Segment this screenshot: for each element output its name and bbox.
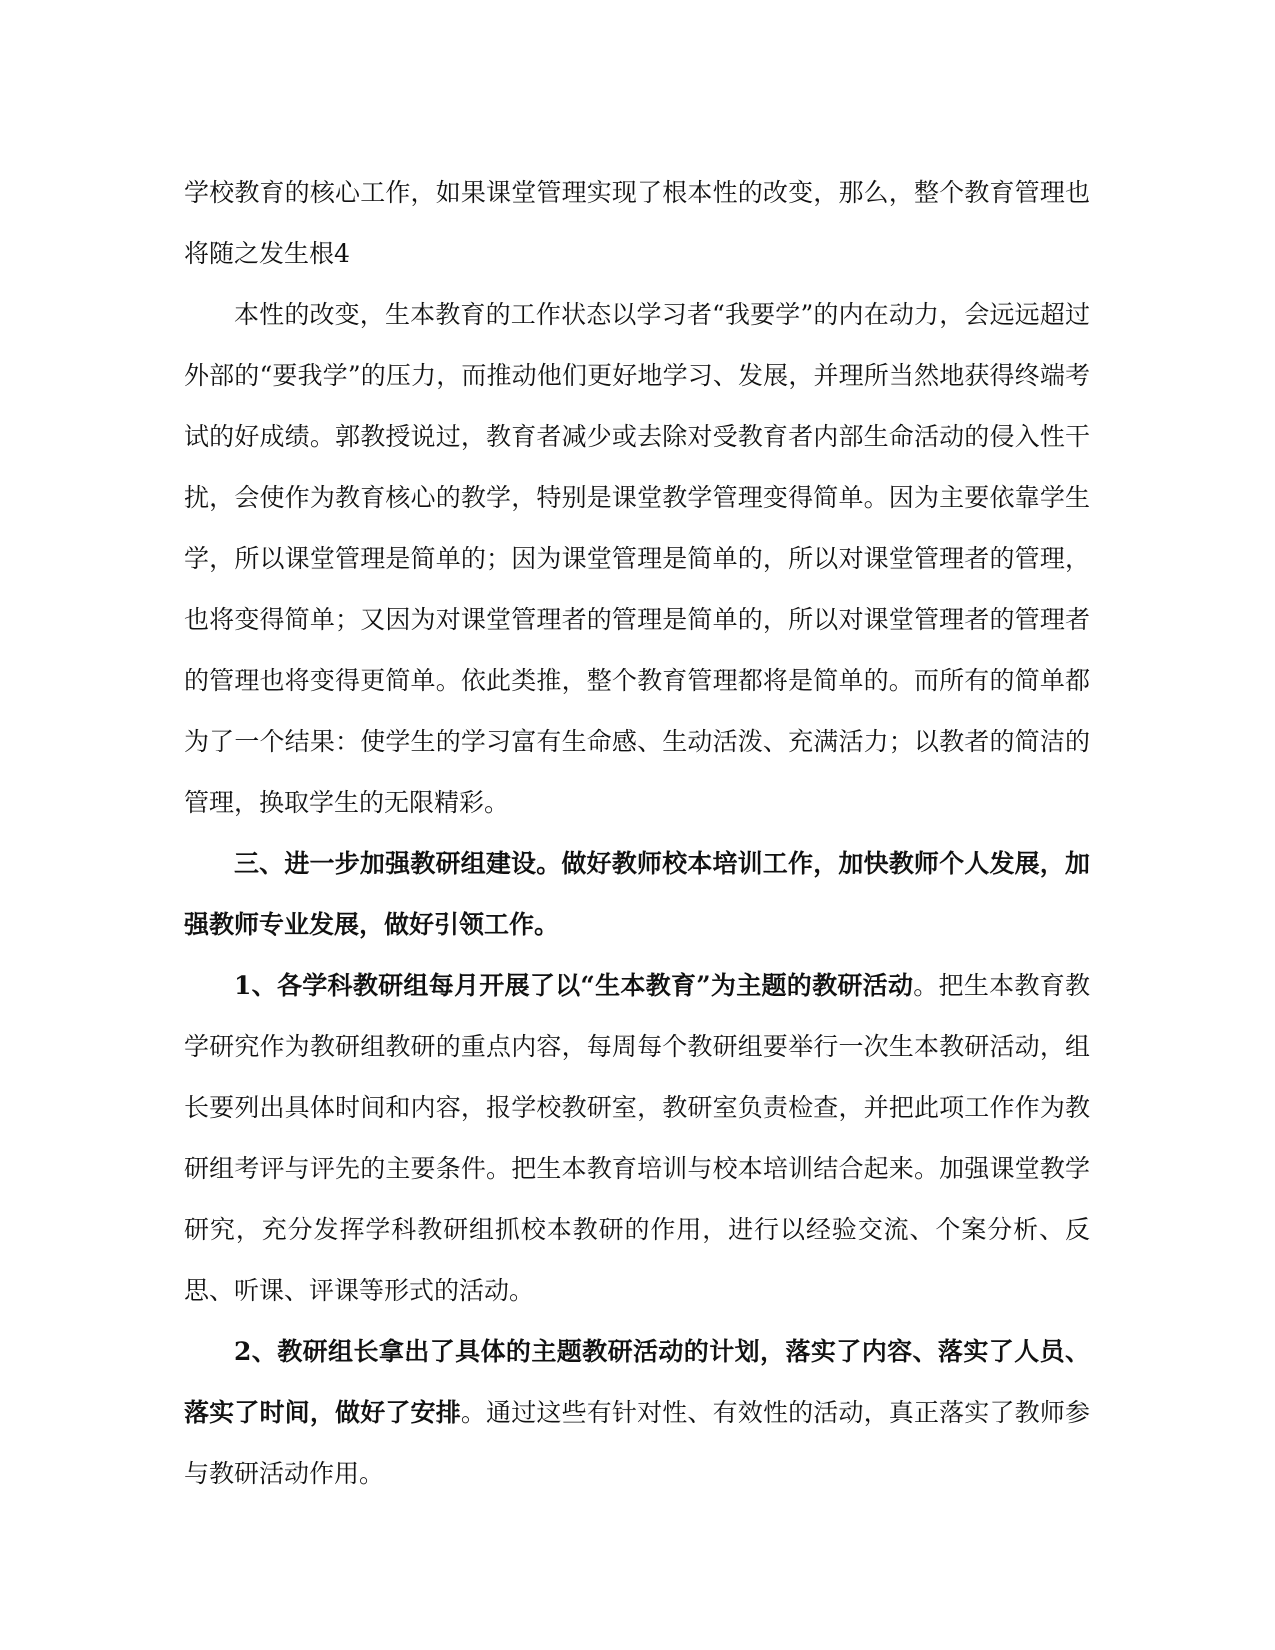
paragraph-1-text: 学校教育的核心工作，如果课堂管理实现了根本性的改变，那么，整个教育管理也将随之发生根4 — [184, 178, 1090, 268]
paragraph-1 — [184, 162, 1090, 284]
paragraph-item-1-text: 。把生本教育教学研究作为教研组教研的重点内容，每周每个教研组要举行一次生本教研活动，组长要列出具体时间和内容，报学校教研室，教研室负责检查，并把此项工作作为教研组考评与评先的主要条件。把生本教育培训与校本培训结合起来。加强课堂教学研究，充分发挥学科教研组抓校本教研的作用，进行以经验交流、个案分析、反思、听课、评课等形式的活动。 — [184, 971, 1090, 1305]
paragraph-item-1 — [184, 955, 1090, 1321]
paragraph-2-text: 本性的改变，生本教育的工作状态以学习者“我要学”的内在动力，会远远超过外部的“要我学”的压力，而推动他们更好地学习、发展，并理所当然地获得终端考试的好成绩。郭教授说过，教育者减少或去除对受教育者内部生命活动的侵入性干扰，会使作为教育核心的教学，特别是课堂教学管理变得简单。因为主要依靠学生学，所以课堂管理是简单的；因为课堂管理是简单的，所以对课堂管理者的管理，也将变得简单；又因为对课堂管理者的管理是简单的，所以对课堂管理者的管理者的管理也将变得更简单。依此类推，整个教育管理都将是简单的。而所有的简单都为了一个结果：使学生的学习富有生命感、生动活泼、充满活力；以教者的简洁的管理，换取学生的无限精彩。 — [184, 300, 1090, 817]
section-heading-3-text: 三、进一步加强教研组建设。做好教师校本培训工作，加快教师个人发展，加强教师专业发展，做好引领工作。 — [184, 849, 1090, 939]
paragraph-item-2-lead: 2、教研组长拿出了具体的主题教研活动的计划，落实了内容、落实了人员、落实了时间，做好了安排 — [184, 1337, 1090, 1427]
document-page — [184, 162, 1090, 1504]
section-heading-3 — [184, 833, 1090, 955]
paragraph-item-2 — [184, 1321, 1090, 1504]
paragraph-item-2-text: 。通过这些有针对性、有效性的活动，真正落实了教师参与教研活动作用。 — [184, 1398, 1090, 1488]
paragraph-item-1-lead: 1、各学科教研组每月开展了以“生本教育”为主题的教研活动 — [234, 971, 914, 1000]
paragraph-2 — [184, 284, 1090, 833]
